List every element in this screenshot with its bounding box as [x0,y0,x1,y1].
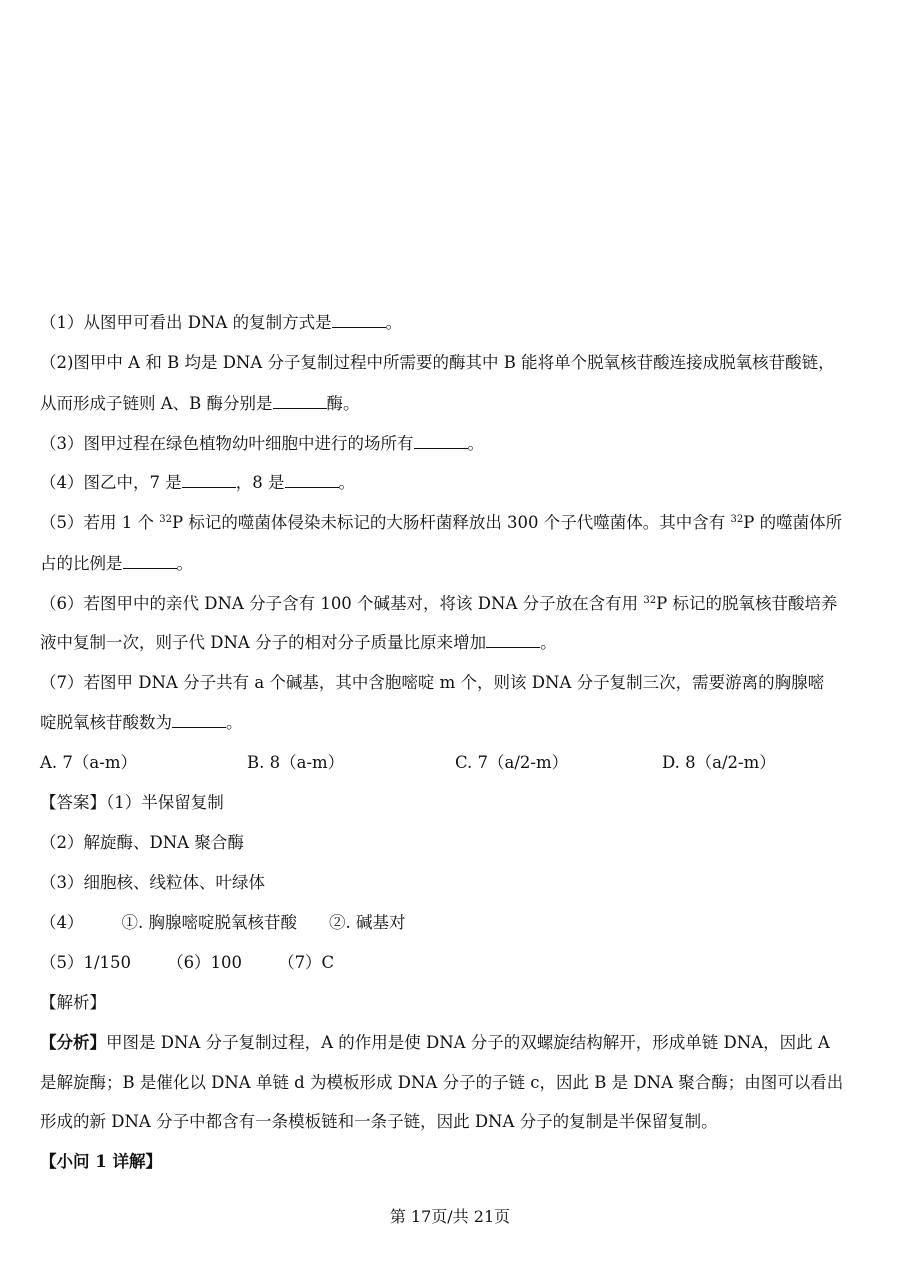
sub-question-1-heading: 【小问 1 详解】 [40,1152,162,1171]
answer-section [40,792,872,814]
analysis-fenxi-line3: 形成的新 DNA 分子中都含有一条模板链和一条子链，因此 DNA 分子的复制是半保留复制。 [40,1112,718,1131]
blank [172,713,226,728]
answer-4: （4） ①. 胸腺嘧啶脱氧核苷酸 ②. 碱基对 [40,913,406,932]
question-1: （1）从图甲可看出 DNA 的复制方式是 。 [40,313,403,332]
question-5-line2: 占的比例是 。 [40,554,193,573]
blank [182,473,236,488]
blank [123,554,177,569]
blank [273,394,327,409]
analysis-fenxi-line1: 【分析】甲图是 DNA 分子复制过程，A 的作用是使 DNA 分子的双螺旋结构解开，形成单链 DNA，因此 A [40,1033,830,1052]
question-5-line1: （5）若用 1 个 $^{32}$P 标记的噬菌体侵染未标记的大肠杆菌释放出 300 个子代噬菌体。其中含有 $^{32}$P 的噬菌体所 [40,513,843,532]
question-2-line1: （2)图甲中 A 和 B 均是 DNA 分子复制过程中所需要的酶其中 B 能将单个脱氧核苷酸连接成脱氧核苷酸链， [40,353,835,372]
question-6-line2: 液中复制一次，则子代 DNA 分子的相对分子质量比原来增加 。 [40,633,557,652]
option-d: D. 8（a/2-m） [662,753,776,772]
question-6-line1: （6）若图甲中的亲代 DNA 分子含有 100 个碱基对，将该 DNA 分子放在含有用 $^{32}$P 标记的脱氧核苷酸培养 [40,594,838,613]
fenxi-label: 【分析】 [40,1033,106,1052]
option-c: C. 7（a/2-m） [455,753,569,772]
answer-2: （2）解旋酶、DNA 聚合酶 [40,833,244,852]
answer-5-6-7: （5）1/150 （6）100 （7）C [40,953,335,972]
analysis-fenxi-line2: 是解旋酶；B 是催化以 DNA 单链 d 为模板形成 DNA 分子的子链 c，因此 B 是 DNA 聚合酶；由图可以看出 [40,1073,844,1092]
question-3: （3）图甲过程在绿色植物幼叶细胞中进行的场所有 。 [40,434,484,453]
blank [486,633,540,648]
q1-text: （1）从图甲可看出 DNA 的复制方式是 [40,313,332,332]
blank [332,313,386,328]
question-7-line1: （7）若图甲 DNA 分子共有 a 个碱基，其中含胞嘧啶 m 个，则该 DNA 分子复制三次，需要游离的胸腺嘧 [40,673,825,692]
question-2-line2: 从而形成子链则 A、B 酶分别是 酶。 [40,394,360,413]
option-b: B. 8（a-m） [247,753,345,772]
option-a: A. 7（a-m） [40,753,137,772]
blank [414,434,468,449]
answer-3: （3）细胞核、线粒体、叶绿体 [40,873,265,892]
answer-label: 【答案】 [40,793,106,812]
answer-1: （1）半保留复制 [106,793,224,812]
question-4: （4）图乙中，7 是 ，8 是 。 [40,473,355,492]
question-7-line2: 啶脱氧核苷酸数为 。 [40,713,243,732]
analysis-label: 【解析】 [40,993,106,1012]
page-footer: 第 17页/共 21页 [389,1207,511,1226]
blank [285,473,339,488]
